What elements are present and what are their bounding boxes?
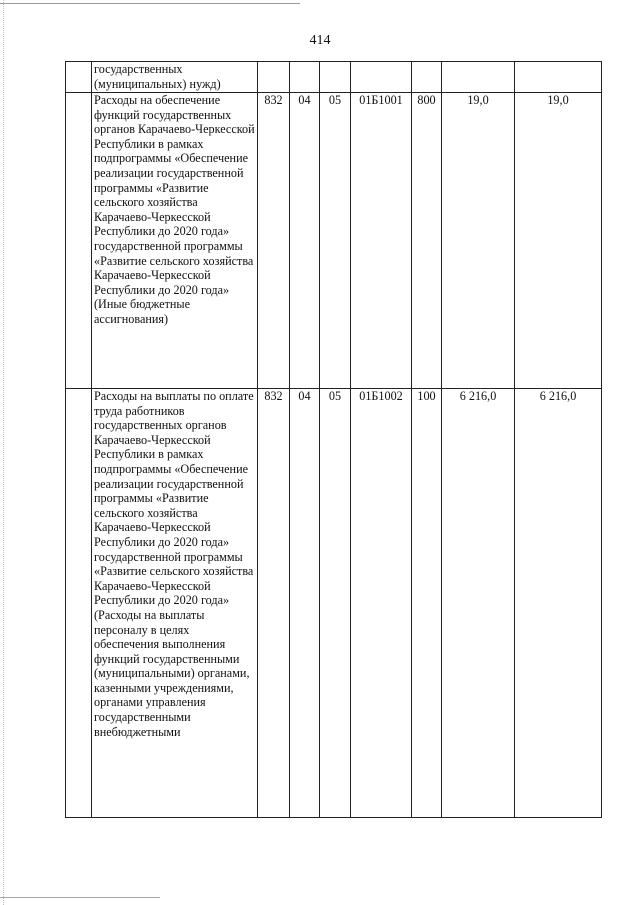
row-number-cell [66, 389, 92, 818]
code-cell [258, 62, 290, 93]
amount-cell: 19,0 [442, 93, 515, 389]
amount-cell: 6 216,0 [442, 389, 515, 818]
description-cell: Расходы на выплаты по оплате труда работников государственных органов Карачаево-Черкесской Республики в рамках подпрограммы «Обеспечение реализации государственной программы «Развитие сельского хозяйства Карачаево-Черкесской Республики до 2020 года» государственной программы «Развитие сельского хозяйства Карачаево-Черкесской Республики до 2020 года» (Расходы на выплаты персоналу в целях обеспечения выполнения функций государственными (муниципальными) органами, казенными учреждениями, органами управления государственными внебюджетными [92, 389, 258, 818]
budget-table [65, 61, 602, 818]
subsection-cell: 05 [320, 93, 351, 389]
section-cell: 04 [290, 389, 320, 818]
amount-cell: 6 216,0 [515, 389, 602, 818]
row-number-cell [66, 62, 92, 93]
scan-border-line [0, 3, 300, 4]
amount-cell [442, 62, 515, 93]
description-cell: государственных (муниципальных) нужд) [92, 62, 258, 93]
section-cell [290, 62, 320, 93]
table-row [66, 93, 602, 389]
code-cell: 832 [258, 93, 290, 389]
subsection-cell: 05 [320, 389, 351, 818]
table-row [66, 62, 602, 93]
row-number-cell [66, 93, 92, 389]
expense-type-cell [412, 62, 442, 93]
page-number: 414 [309, 33, 331, 48]
description-cell: Расходы на обеспечение функций государственных органов Карачаево-Черкесской Республики в рамках подпрограммы «Обеспечение реализации государственной программы «Развитие сельского хозяйства Карачаево-Черкесской Республики до 2020 года» государственной программы «Развитие сельского хозяйства Карачаево-Черкесской Республики до 2020 года» (Иные бюджетные ассигнования) [92, 93, 258, 389]
expense-type-cell: 800 [412, 93, 442, 389]
scan-margin-line [3, 0, 4, 905]
table-row [66, 389, 602, 818]
code-cell: 832 [258, 389, 290, 818]
target-article-cell [351, 62, 412, 93]
amount-cell: 19,0 [515, 93, 602, 389]
section-cell: 04 [290, 93, 320, 389]
target-article-cell: 01Б1001 [351, 93, 412, 389]
subsection-cell [320, 62, 351, 93]
target-article-cell: 01Б1002 [351, 389, 412, 818]
scan-border-line [0, 897, 160, 898]
expense-type-cell: 100 [412, 389, 442, 818]
amount-cell [515, 62, 602, 93]
